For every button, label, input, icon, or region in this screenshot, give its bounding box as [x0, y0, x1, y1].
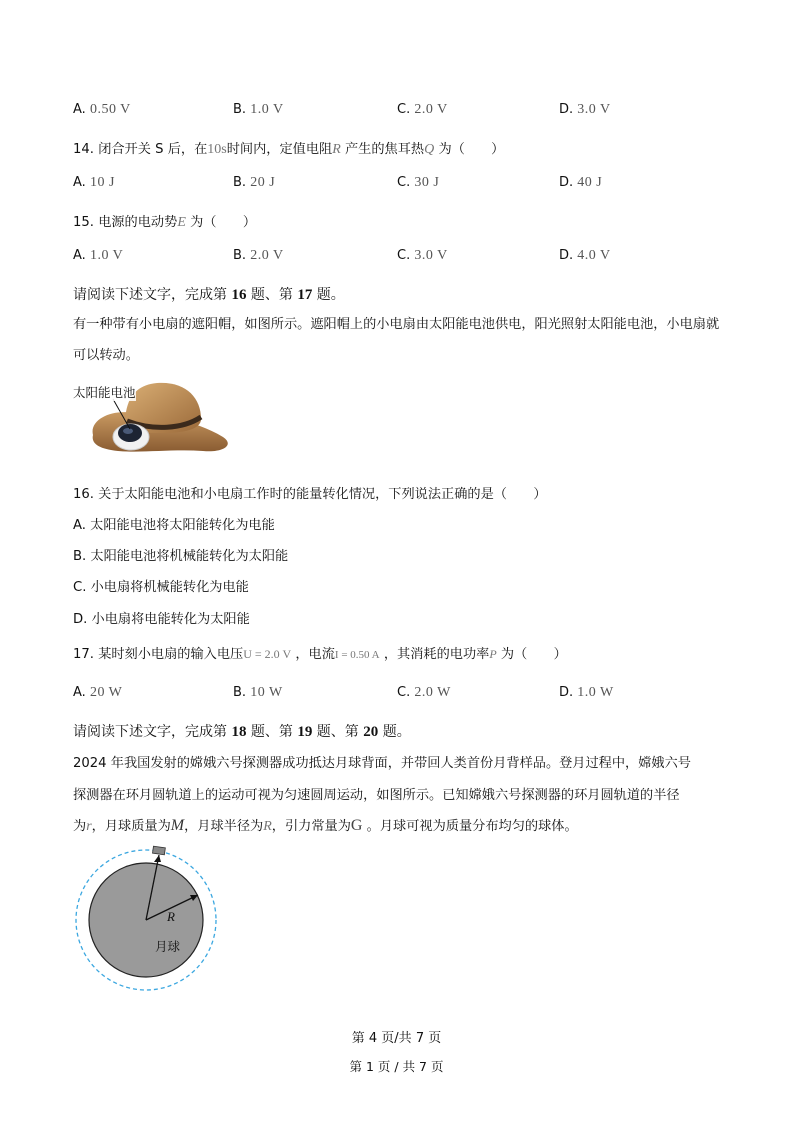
q16-option-b: B. 太阳能电池将机械能转化为太阳能: [73, 549, 289, 564]
q17-option-a: A. 20 W: [73, 685, 123, 700]
inner-page-footer: 第 4 页/共 7 页: [351, 1031, 442, 1046]
section2-line-2: 探测器在环月圆轨道上的运动可视为匀速圆周运动，如图所示。已知嫦娥六号探测器的环月圆轨道的半径: [73, 788, 680, 803]
section2-line-3: 为r，月球质量为M，月球半径为R，引力常量为G 。月球可视为质量分布均匀的球体。: [73, 817, 578, 834]
q14-stem: 14. 闭合开关 S 后，在10s时间内，定值电阻R 产生的焦耳热Q 为（ ）: [73, 142, 505, 157]
q17-option-b: B. 10 W: [233, 685, 283, 700]
q13-option-b: B. 1.0 V: [233, 102, 284, 117]
q16-option-c: C. 小电扇将机械能转化为电能: [73, 580, 249, 595]
q14-option-a: A. 10 J: [73, 175, 115, 190]
q15-option-c: C. 3.0 V: [397, 248, 448, 263]
q17-stem: 17. 某时刻小电扇的输入电压U = 2.0 V ，电流I = 0.50 A ，其消耗的电功率P 为（ ）: [73, 647, 567, 662]
moon-orbit-figure: [73, 845, 223, 995]
q16-stem: 16. 关于太阳能电池和小电扇工作时的能量转化情况，下列说法正确的是（ ）: [73, 487, 547, 502]
q13-option-a: A. 0.50 V: [73, 102, 131, 117]
q14-option-b: B. 20 J: [233, 175, 276, 190]
q17-option-c: C. 2.0 W: [397, 685, 451, 700]
q17-option-d: D. 1.0 W: [559, 685, 614, 700]
solar-cell-label: 太阳能电池: [73, 385, 136, 400]
section2-line-1: 2024 年我国发射的嫦娥六号探测器成功抵达月球背面，并带回人类首份月背样品。登月过程中，嫦娥六号: [73, 756, 691, 771]
q15-option-a: A. 1.0 V: [73, 248, 124, 263]
q14-option-c: C. 30 J: [397, 175, 440, 190]
q16-option-d: D. 小电扇将电能转化为太阳能: [73, 612, 250, 627]
q16-option-a: A. 太阳能电池将太阳能转化为电能: [73, 518, 275, 533]
section-heading-16-17: 请阅读下述文字，完成第 16 题、第 17 题。: [73, 287, 345, 303]
moon-orbit-diagram: [73, 845, 223, 995]
q13-option-c: C. 2.0 V: [397, 102, 448, 117]
q15-option-d: D. 4.0 V: [559, 248, 611, 263]
q15-stem: 15. 电源的电动势E 为（ ）: [73, 215, 257, 230]
outer-page-footer: 第 1 页 / 共 7 页: [349, 1059, 444, 1074]
moon-radius-label: R: [167, 909, 175, 924]
q14-option-d: D. 40 J: [559, 175, 603, 190]
section1-passage: 有一种带有小电扇的遮阳帽，如图所示。遮阳帽上的小电扇由太阳能电池供电，阳光照射太阳能电池，小电扇就可以转动。: [73, 317, 720, 363]
q15-option-b: B. 2.0 V: [233, 248, 284, 263]
probe-marker: [153, 846, 166, 855]
section-heading-18-20: 请阅读下述文字，完成第 18 题、第 19 题、第 20 题。: [73, 724, 411, 740]
q13-option-d: D. 3.0 V: [559, 102, 611, 117]
sun-hat-figure: [73, 379, 235, 465]
moon-label: 月球: [155, 939, 181, 954]
